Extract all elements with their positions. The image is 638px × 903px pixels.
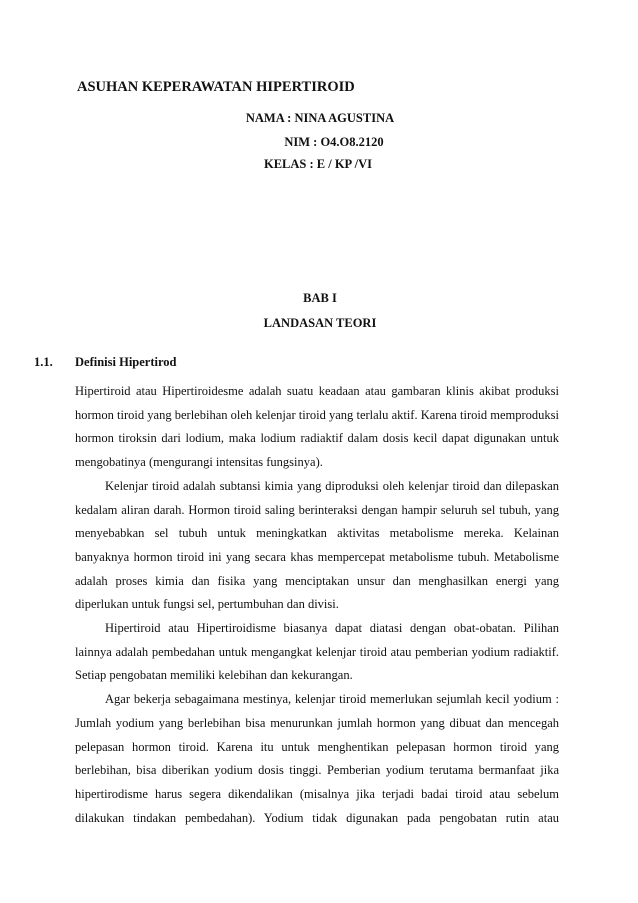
section-heading (34, 355, 177, 370)
section-title: Definisi Hipertirod (75, 355, 177, 369)
paragraph-2: Kelenjar tiroid adalah subtansi kimia yang diproduksi oleh kelenjar tiroid dan dilepaskan kedalam aliran darah. Hormon tiroid saling berinteraksi dengan hampir seluruh sel tubuh, yang menyebabkan sel tubuh untuk meningkatkan aktivitas metabolisme mereka. Kelainan banyaknya hormon tiroid ini yang secara khas mempercepat metabolisme tubuh. Metabolisme adalah proses kimia dan fisika yang menciptakan unsur dan menghasilkan energi yang diperlukan untuk fungsi sel, pertumbuhan dan divisi. (75, 478, 559, 612)
student-nim: NIM : O4.O8.2120 (284, 135, 384, 149)
student-name: NAMA : NINA AGUSTINA (245, 111, 395, 125)
section-number: 1.1. (34, 355, 53, 369)
paragraph-1: Hipertiroid atau Hipertiroidesme adalah suatu keadaan atau gambaran klinis akibat produksi hormon tiroid yang berlebihan oleh kelenjar tiroid yang terlalu aktif. Karena tiroid memproduksi hormon tiroksin dari lodium, maka lodium radiaktif dalam dosis kecil dapat digunakan untuk mengobatinya (mengurangi intensitas fungsinya). (75, 384, 559, 470)
chapter-heading: LANDASAN TEORI (263, 316, 377, 330)
student-class: KELAS : E / KP /VI (263, 157, 372, 171)
body-text (75, 380, 559, 830)
paragraph-4: Agar bekerja sebagaimana mestinya, kelenjar tiroid memerlukan sejumlah kecil yodium : Jumlah yodium yang berlebihan bisa menurunkan jumlah hormon yang dibuat dan mencegah pelepasan hormon tiroid. Karena itu untuk menghentikan pelepasan hormon tiroid yang berlebihan, bisa diberikan yodium dosis tinggi. Pemberian yodium terutama bermanfaat jika hipertirodisme harus segera dikendalikan (misalnya jika terjadi badai tiroid atau sebelum dilakukan tindakan pembedahan). Yodium tidak digunakan pada pengobatan rutin atau (75, 692, 559, 825)
paragraph-3: Hipertiroid atau Hipertiroidisme biasanya dapat diatasi dengan obat-obatan. Pilihan lainnya adalah pembedahan untuk mengangkat kelenjar tiroid atau pemberian yodium radiaktif. Setiap pengobatan memiliki kelebihan dan kekurangan. (75, 621, 559, 683)
chapter-number: BAB I (303, 291, 337, 305)
document-title: ASUHAN KEPERAWATAN HIPERTIROID (77, 79, 355, 95)
